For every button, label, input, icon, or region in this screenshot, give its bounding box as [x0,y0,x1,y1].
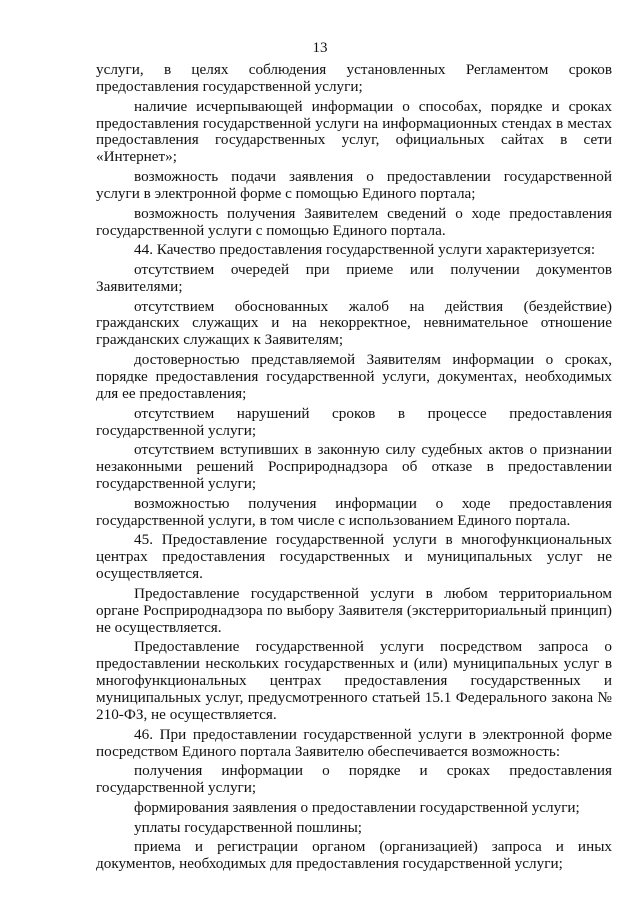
paragraph: достоверностью представляемой Заявителям информации о сроках, порядке предоставления государственной услуги, документах, необходимых для ее предоставления; [96,351,612,402]
paragraph: приема и регистрации органом (организацией) запроса и иных документов, необходимых для предоставления государственной услуги; [96,838,612,873]
paragraph-item-46: 46. При предоставлении государственной услуги в электронной форме посредством Единого портала Заявителю обеспечивается возможность: [96,725,612,760]
paragraph: уплаты государственной пошлины; [134,818,362,836]
paragraph: отсутствием вступивших в законную силу судебных актов о признании незаконными решений Росприроднадзора об отказе в предоставлении государственной услуги; [96,441,612,493]
paragraph: наличие исчерпывающей информации о способах, порядке и сроках предоставления государственной услуги на информационных стендах в местах предоставления государственных услуг, официальных сайтах в сети «Интернет»; [96,97,612,166]
paragraph: возможностью получения информации о ходе предоставления государственной услуги, в том числе с использованием Единого портала. [96,494,612,529]
paragraph-item-44: 44. Качество предоставления государственной услуги характеризуется: [134,241,596,259]
paragraph-item-45: 45. Предоставление государственной услуги в многофункциональных центрах предоставления государственных и муниципальных услуг не осуществляется. [96,531,612,583]
paragraph: отсутствием обоснованных жалоб на действия (бездействие) гражданских служащих и на некорректное, невнимательное отношение гражданских служащих к Заявителям; [96,297,612,349]
paragraph: отсутствием нарушений сроков в процессе предоставления государственной услуги; [96,404,612,439]
paragraph-continuation: услуги, в целях соблюдения установленных Регламентом сроков предоставления государственной услуги; [96,61,612,95]
paragraph: формирования заявления о предоставлении государственной услуги; [134,798,580,816]
paragraph: получения информации о порядке и сроках предоставления государственной услуги; [96,762,612,797]
paragraph: возможность подачи заявления о предоставлении государственной услуги в электронной форме с помощью Единого портала; [96,168,612,202]
page-number: 13 [312,40,328,56]
paragraph: отсутствием очередей при приеме или получении документов Заявителями; [96,260,612,295]
paragraph: Предоставление государственной услуги посредством запроса о предоставлении нескольких государственных и (или) муниципальных услуг в многофункциональных центрах предоставления государственных и муниципальных услуг, предусмотренного статьей 15.1 Федерального закона № 210-ФЗ, не осуществляется. [96,638,612,723]
paragraph: Предоставление государственной услуги в любом территориальном органе Росприроднадзора по выбору Заявителя (экстерриториальный принцип) не осуществляется. [96,584,612,636]
paragraph: возможность получения Заявителем сведений о ходе предоставления государственной услуги с помощью Единого портала. [96,204,612,239]
document-body [96,62,612,876]
